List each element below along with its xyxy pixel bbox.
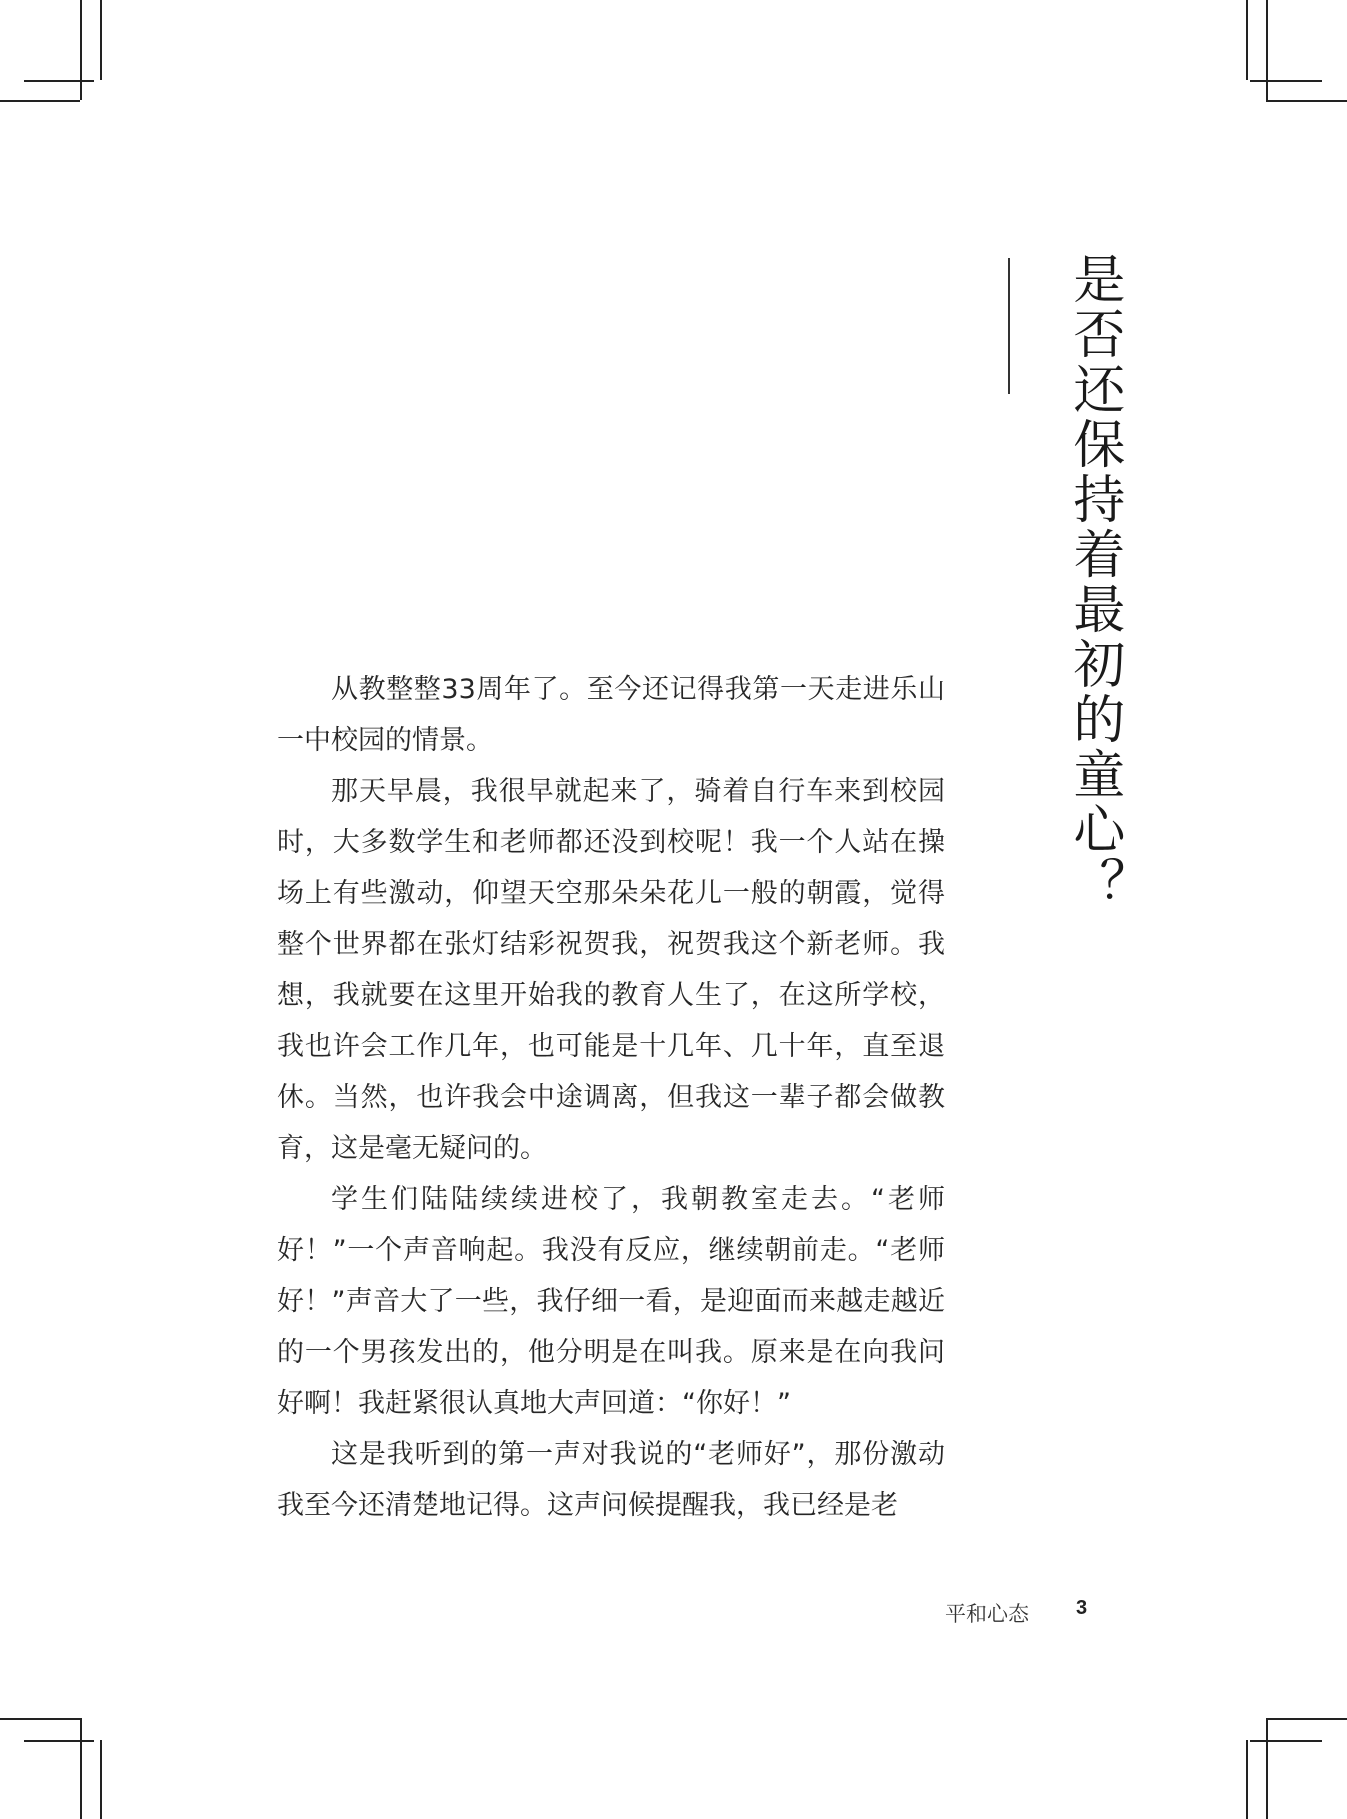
- crop-mark: [1250, 1740, 1322, 1742]
- crop-mark: [1266, 1718, 1268, 1819]
- crop-mark: [1246, 0, 1248, 80]
- crop-mark: [1250, 80, 1322, 82]
- crop-mark: [24, 1740, 94, 1742]
- title-rule: [1008, 258, 1010, 394]
- crop-mark: [100, 1740, 102, 1819]
- paragraph: 学生们陆陆续续进校了，我朝教室走去。“老师好！”一个声音响起。我没有反应，继续朝前走。“老师好！”声音大了一些，我仔细一看，是迎面而来越走越近的一个男孩发出的，他分明是在叫我。原来是在向我问好啊！我赶紧很认真地大声回道：“你好！”: [277, 1184, 945, 1419]
- crop-mark: [80, 1718, 82, 1819]
- crop-mark: [1266, 100, 1347, 102]
- crop-mark: [1266, 0, 1268, 100]
- crop-mark: [24, 80, 94, 82]
- body-text: [277, 664, 945, 1531]
- crop-mark: [1266, 1718, 1347, 1720]
- paragraph: 那天早晨，我很早就起来了，骑着自行车来到校园时，大多数学生和老师都还没到校呢！我一个人站在操场上有些激动，仰望天空那朵朵花儿一般的朝霞，觉得整个世界都在张灯结彩祝贺我，祝贺我这个新老师。我想，我就要在这里开始我的教育人生了，在这所学校，我也许会工作几年，也可能是十几年、几十年，直至退休。当然，也许我会中途调离，但我这一辈子都会做教育，这是毫无疑问的。: [277, 776, 945, 1164]
- crop-mark: [0, 1718, 80, 1720]
- page-number: 3: [1076, 1597, 1088, 1619]
- crop-mark: [0, 100, 80, 102]
- footer-section-title: 平和心态: [945, 1602, 1029, 1626]
- crop-mark: [100, 0, 102, 80]
- chapter-title: 是否还保持着最初的童心？: [1063, 252, 1124, 912]
- paragraph: 这是我听到的第一声对我说的“老师好”，那份激动我至今还清楚地记得。这声问候提醒我，我已经是老: [277, 1439, 945, 1521]
- paragraph: 从教整整33周年了。至今还记得我第一天走进乐山一中校园的情景。: [277, 674, 945, 756]
- crop-mark: [80, 0, 82, 100]
- crop-mark: [1246, 1740, 1248, 1819]
